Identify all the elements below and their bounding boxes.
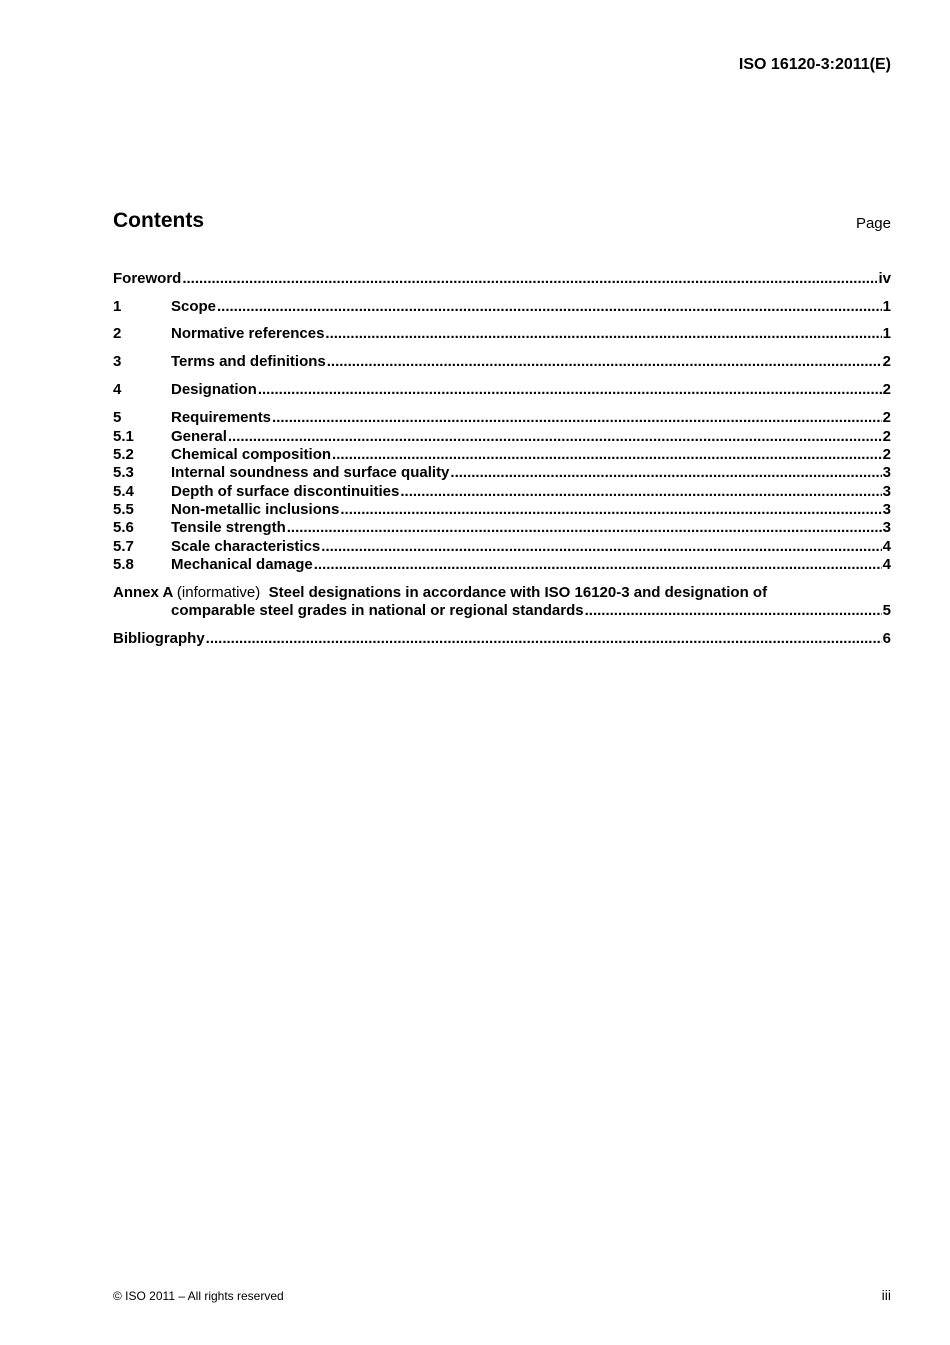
- toc-leader-dots: [340, 501, 881, 519]
- toc-entry-page: 4: [882, 556, 891, 573]
- toc-entry-page: 2: [882, 446, 891, 463]
- toc-entry-annex-a[interactable]: [113, 584, 767, 602]
- toc-entry-annex-a-continued[interactable]: [113, 602, 891, 620]
- toc-leader-dots: [182, 270, 877, 288]
- toc-leader-dots: [206, 630, 882, 648]
- toc-entry-depth-of-discontinuities[interactable]: [113, 483, 891, 501]
- toc-leader-dots: [287, 519, 882, 537]
- toc-entry-number: 5.3: [113, 464, 134, 481]
- toc-entry-number: 5.6: [113, 519, 134, 536]
- toc-entry-terms-and-definitions[interactable]: [113, 353, 891, 371]
- annex-title-line1: Steel designations in accordance with ISO 16120-3 and designation of: [268, 584, 768, 601]
- toc-entry-number: 5.4: [113, 483, 134, 500]
- toc-entry-title: Terms and definitions: [171, 353, 326, 370]
- toc-entry-page: 5: [882, 602, 891, 619]
- toc-entry-page: 2: [882, 353, 891, 370]
- toc-leader-dots: [327, 353, 882, 371]
- toc-entry-number: 5: [113, 409, 122, 426]
- toc-entry-number: 5.5: [113, 501, 134, 518]
- toc-leader-dots: [228, 428, 882, 446]
- toc-entry-tensile-strength[interactable]: [113, 519, 891, 537]
- toc-leader-dots: [272, 409, 882, 427]
- toc-entry-title: Scope: [171, 298, 217, 315]
- toc-leader-dots: [321, 538, 881, 556]
- toc-entry-title: Scale characteristics: [171, 538, 321, 555]
- toc-entry-number: 3: [113, 353, 122, 370]
- toc-leader-dots: [325, 325, 881, 343]
- toc-entry-scope[interactable]: [113, 298, 891, 316]
- contents-title: Contents: [113, 209, 204, 232]
- toc-leader-dots: [585, 602, 882, 620]
- toc-entry-page: 1: [882, 325, 891, 342]
- toc-entry-general[interactable]: [113, 428, 891, 446]
- toc-entry-title: General: [171, 428, 227, 445]
- footer-page-number: iii: [881, 1287, 891, 1303]
- toc-entry-title: Bibliography: [113, 630, 205, 647]
- toc-entry-non-metallic-inclusions[interactable]: [113, 501, 891, 519]
- annex-qualifier: (informative): [176, 584, 261, 601]
- toc-entry-page: 1: [882, 298, 891, 315]
- toc-entry-designation[interactable]: [113, 381, 891, 399]
- document-id: ISO 16120-3:2011(E): [738, 56, 891, 73]
- toc-entry-title: Depth of surface discontinuities: [171, 483, 400, 500]
- toc-entry-number: 1: [113, 298, 122, 315]
- toc-entry-page: 4: [882, 538, 891, 555]
- toc-entry-title: Mechanical damage: [171, 556, 313, 573]
- toc-entry-title: Normative references: [171, 325, 325, 342]
- toc-entry-number: 4: [113, 381, 122, 398]
- toc-entry-bibliography[interactable]: [113, 630, 891, 648]
- annex-title-line2: comparable steel grades in national or regional standards: [171, 602, 584, 619]
- toc-entry-number: 2: [113, 325, 122, 342]
- toc-entry-number: 5.2: [113, 446, 134, 463]
- toc-entry-page: 3: [882, 483, 891, 500]
- toc-entry-title: Designation: [171, 381, 257, 398]
- toc-leader-dots: [332, 446, 882, 464]
- annex-label: Annex A: [113, 584, 173, 601]
- toc-entry-foreword[interactable]: [113, 270, 891, 288]
- toc-entry-page: 3: [882, 464, 891, 481]
- toc-entry-title: Requirements: [171, 409, 272, 426]
- toc-entry-mechanical-damage[interactable]: [113, 556, 891, 574]
- toc-entry-requirements[interactable]: [113, 409, 891, 427]
- toc-entry-number: 5.8: [113, 556, 134, 573]
- toc-leader-dots: [314, 556, 882, 574]
- toc-leader-dots: [217, 298, 882, 316]
- toc-entry-number: 5.1: [113, 428, 134, 445]
- toc-entry-page: 2: [882, 428, 891, 445]
- toc-entry-page: iv: [878, 270, 891, 287]
- page-column-label: Page: [855, 215, 891, 232]
- toc-entry-title: Foreword: [113, 270, 182, 287]
- toc-entry-page: 2: [882, 381, 891, 398]
- toc-entry-page: 2: [882, 409, 891, 426]
- toc-entry-title: Tensile strength: [171, 519, 286, 536]
- toc-entry-internal-soundness[interactable]: [113, 464, 891, 482]
- toc-leader-dots: [400, 483, 881, 501]
- toc-entry-number: 5.7: [113, 538, 134, 555]
- toc-entry-normative-references[interactable]: [113, 325, 891, 343]
- toc-entry-page: 3: [882, 519, 891, 536]
- footer-copyright: © ISO 2011 – All rights reserved: [113, 1289, 284, 1303]
- toc-entry-title: Internal soundness and surface quality: [171, 464, 450, 481]
- toc-entry-title: Chemical composition: [171, 446, 332, 463]
- toc-entry-page: 3: [882, 501, 891, 518]
- toc-entry-chemical-composition[interactable]: [113, 446, 891, 464]
- toc-leader-dots: [258, 381, 882, 399]
- toc-leader-dots: [450, 464, 881, 482]
- toc-entry-title: Non-metallic inclusions: [171, 501, 340, 518]
- toc-entry-scale-characteristics[interactable]: [113, 538, 891, 556]
- toc-entry-page: 6: [882, 630, 891, 647]
